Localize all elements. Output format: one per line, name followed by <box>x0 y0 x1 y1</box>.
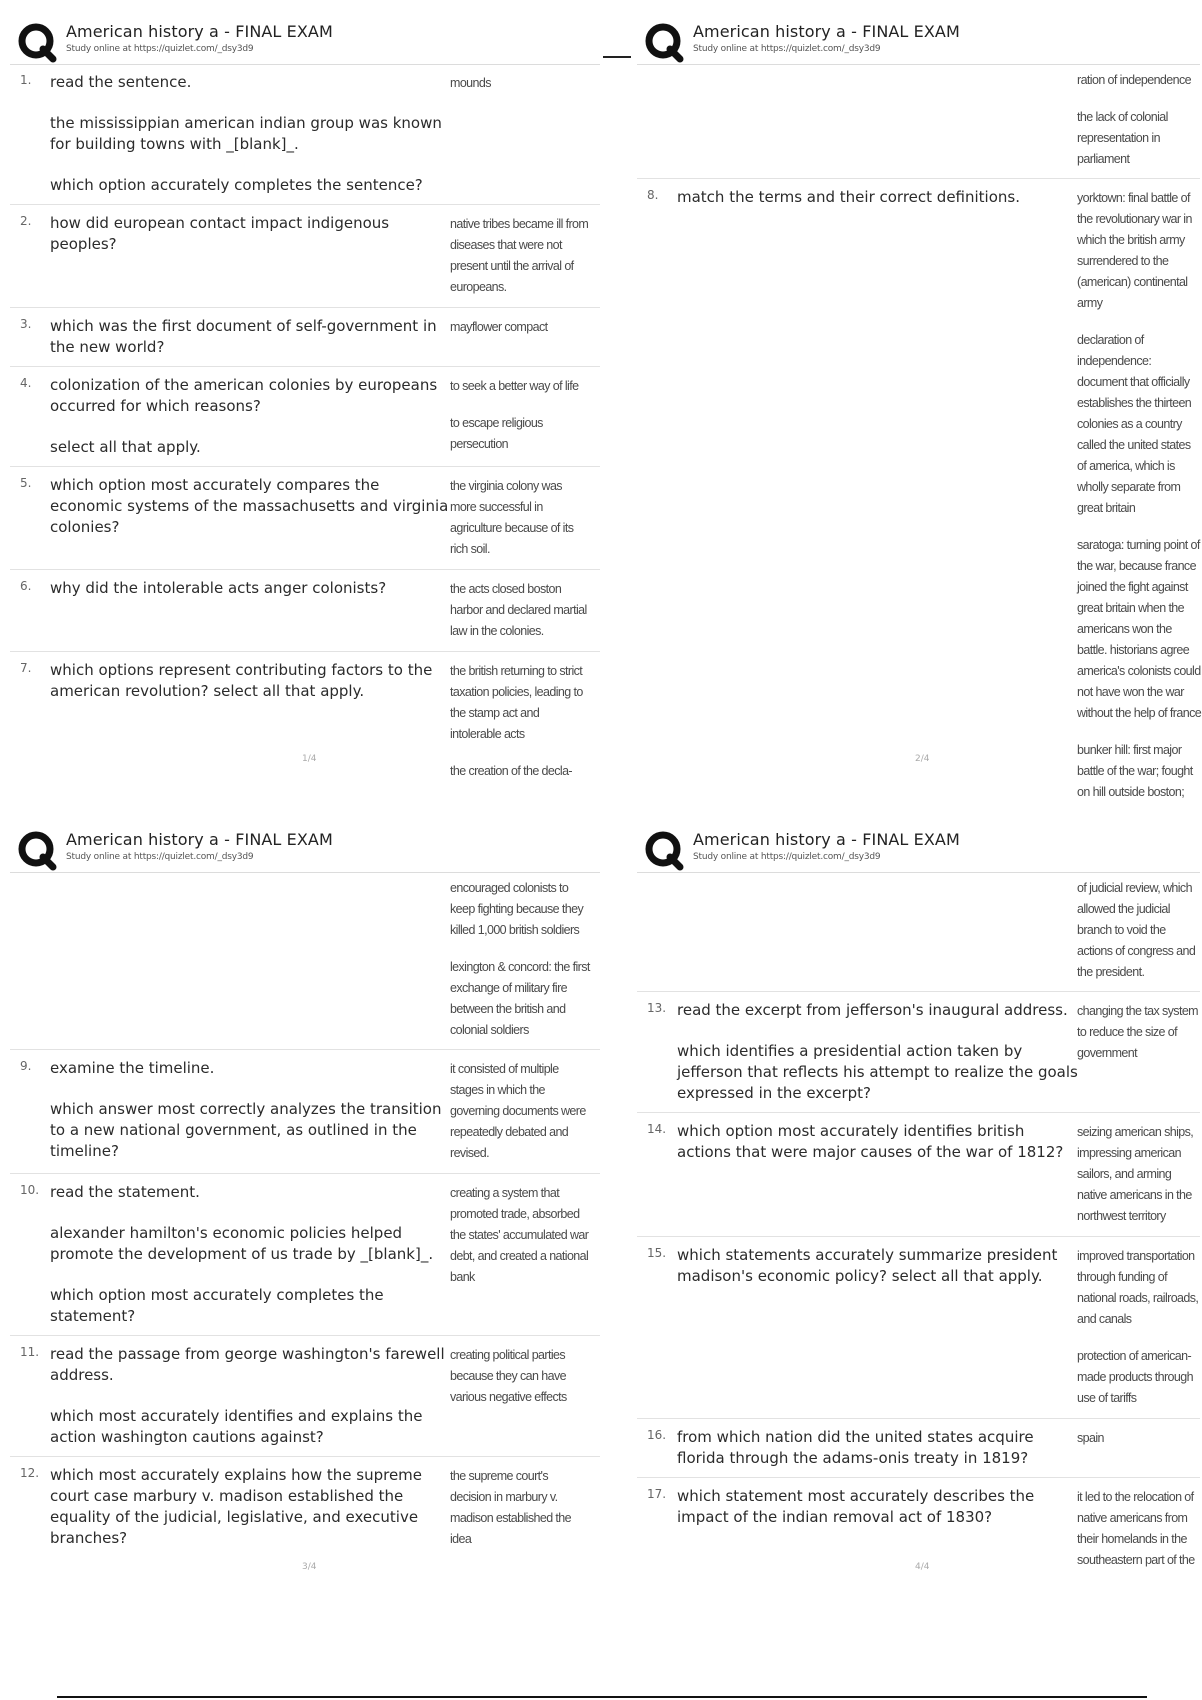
quizlet-logo-icon <box>17 830 57 870</box>
question-list <box>637 64 1200 812</box>
continued-answer <box>637 872 1200 992</box>
question-row <box>10 308 600 367</box>
answer-column <box>1077 1122 1202 1227</box>
page-2 <box>637 12 1202 799</box>
bottom-rule <box>57 1696 1147 1698</box>
page-header <box>637 820 1200 872</box>
question-text <box>677 1419 1082 1477</box>
answer-text: the creation of the decla- <box>450 764 572 778</box>
question-row <box>10 205 600 308</box>
question-row <box>637 1113 1200 1237</box>
question-text <box>50 1050 455 1170</box>
question-row <box>10 1174 600 1336</box>
page-number: 4/4 <box>915 1562 930 1572</box>
answer-column <box>450 1183 590 1288</box>
question-line: which statements accurately summarize president madison's economic policy? select all that apply. <box>677 1246 1058 1285</box>
answer-column <box>450 1466 590 1550</box>
answer-column <box>1077 878 1202 997</box>
question-line: how did european contact impact indigenous peoples? <box>50 214 390 253</box>
question-line: examine the timeline. <box>50 1059 215 1077</box>
answer-text: protection of american-made products through use of tariffs <box>1077 1349 1193 1405</box>
answer-text: creating a system that promoted trade, absorbed the states' accumulated war debt, and created a national bank <box>450 1186 589 1284</box>
answer-text: changing the tax system to reduce the size of government <box>1077 1004 1198 1060</box>
answer-column <box>450 579 590 642</box>
question-line: alexander hamilton's economic policies helped promote the development of us trade by _[blank]_. <box>50 1224 434 1263</box>
study-link[interactable]: Study online at https://quizlet.com/_dsy3d9 <box>66 852 254 862</box>
answer-column <box>1077 1428 1202 1449</box>
answer-column <box>1077 70 1202 184</box>
answer-column <box>450 1345 590 1408</box>
question-line: from which nation did the united states acquire florida through the adams-onis treaty in 1819? <box>677 1428 1034 1467</box>
question-number: 8. <box>647 188 659 202</box>
answer-text: saratoga: turning point of the war, because france joined the fight against great britain when the americans won the battle. historians agree america's colonists could not have won the war without the help of france <box>1077 538 1202 720</box>
question-line: which option most accurately identifies british actions that were major causes of the war of 1812? <box>677 1122 1064 1161</box>
exam-title: American history a - FINAL EXAM <box>693 22 960 41</box>
answer-column <box>1077 1001 1202 1064</box>
question-number: 3. <box>20 317 32 331</box>
answer-text: seizing american ships, impressing american sailors, and arming native americans in the northwest territory <box>1077 1125 1194 1223</box>
answer-text: encouraged colonists to keep fighting because they killed 1,000 british soldiers <box>450 881 584 937</box>
question-row <box>637 992 1200 1113</box>
page-number: 1/4 <box>302 754 317 764</box>
study-link[interactable]: Study online at https://quizlet.com/_dsy3d9 <box>693 44 881 54</box>
question-row <box>637 1237 1200 1419</box>
question-text <box>50 1336 455 1456</box>
answer-text: the virginia colony was more successful in agriculture because of its rich soil. <box>450 479 574 556</box>
exam-title: American history a - FINAL EXAM <box>66 22 333 41</box>
question-line: read the passage from george washington's farewell address. <box>50 1345 445 1384</box>
answer-column <box>450 661 590 782</box>
answer-text: ration of independence <box>1077 73 1191 87</box>
question-line: which options represent contributing factors to the american revolution? select all that apply. <box>50 661 433 700</box>
page-number: 3/4 <box>302 1562 317 1572</box>
question-line: colonization of the american colonies by europeans occurred for which reasons? <box>50 376 438 415</box>
answer-column <box>450 317 590 338</box>
question-line: which option accurately completes the sentence? <box>50 176 423 194</box>
question-line: which option most accurately compares the economic systems of the massachusetts and virginia colonies? <box>50 476 449 536</box>
question-line: which answer most correctly analyzes the transition to a new national government, as outlined in the timeline? <box>50 1100 442 1160</box>
answer-column <box>1077 1487 1202 1571</box>
question-list <box>10 872 600 1559</box>
question-row <box>637 179 1200 812</box>
answer-text: yorktown: final battle of the revolutionary war in which the british army surrendered to the (american) continental army <box>1077 191 1192 310</box>
page-1 <box>10 12 600 782</box>
question-number: 17. <box>647 1487 667 1501</box>
answer-text: spain <box>1077 1431 1104 1445</box>
question-line: match the terms and their correct definitions. <box>677 188 1020 206</box>
answer-text: bunker hill: first major battle of the war; fought on hill outside boston; <box>1077 743 1193 799</box>
answer-text: to seek a better way of life <box>450 379 579 393</box>
question-line: read the excerpt from jefferson's inaugural address. <box>677 1001 1068 1019</box>
question-text <box>677 992 1082 1112</box>
question-text <box>50 570 455 607</box>
question-row <box>10 367 600 467</box>
question-line: read the statement. <box>50 1183 200 1201</box>
question-row <box>10 467 600 570</box>
question-text <box>50 367 455 466</box>
answer-column <box>450 476 590 560</box>
answer-text: native tribes became ill from diseases that were not present until the arrival of europeans. <box>450 217 589 294</box>
question-number: 7. <box>20 661 32 675</box>
question-row <box>10 1050 600 1174</box>
question-text <box>677 1113 1082 1171</box>
page-4 <box>637 820 1200 1590</box>
answer-text: the british returning to strict taxation policies, leading to the stamp act and intolerable acts <box>450 664 583 741</box>
page-separator <box>603 56 631 58</box>
question-line: which statement most accurately describes the impact of the indian removal act of 1830? <box>677 1487 1035 1526</box>
answer-text: declaration of independence: document that officially establishes the thirteen colonies as a country called the united states of america, which is wholly separate from great britain <box>1077 333 1192 515</box>
answer-text: creating political parties because they can have various negative effects <box>450 1348 567 1404</box>
question-line: which was the first document of self-government in the new world? <box>50 317 437 356</box>
quizlet-logo-icon <box>644 22 684 62</box>
answer-text: of judicial review, which allowed the judicial branch to void the actions of congress and the president. <box>1077 881 1196 979</box>
question-line: which identifies a presidential action taken by jefferson that reflects his attempt to realize the goals expressed in the excerpt? <box>677 1042 1078 1102</box>
answer-text: the supreme court's decision in marbury v. madison established the idea <box>450 1469 572 1546</box>
page-header <box>637 12 1200 64</box>
answer-text: mounds <box>450 76 491 90</box>
question-text <box>50 64 455 204</box>
page-3 <box>10 820 600 1590</box>
question-list <box>637 872 1200 1580</box>
question-line: read the sentence. <box>50 73 192 91</box>
answer-column <box>450 376 590 455</box>
question-row <box>10 64 600 205</box>
answer-column <box>1077 1246 1202 1409</box>
answer-column <box>450 214 590 298</box>
question-number: 14. <box>647 1122 667 1136</box>
answer-text: lexington & concord: the first exchange of military fire between the british and colonial soldiers <box>450 960 590 1037</box>
study-link[interactable]: Study online at https://quizlet.com/_dsy3d9 <box>693 852 881 862</box>
question-number: 4. <box>20 376 32 390</box>
question-text <box>50 467 455 546</box>
answer-text: mayflower compact <box>450 320 548 334</box>
question-line: which most accurately identifies and explains the action washington cautions against? <box>50 1407 423 1446</box>
continued-answer <box>637 64 1200 179</box>
question-line: why did the intolerable acts anger colonists? <box>50 579 387 597</box>
question-line: the mississippian american indian group was known for building towns with _[blank]_. <box>50 114 442 153</box>
study-link[interactable]: Study online at https://quizlet.com/_dsy3d9 <box>66 44 254 54</box>
question-text <box>677 1237 1082 1295</box>
page-number: 2/4 <box>915 754 930 764</box>
question-number: 10. <box>20 1183 40 1197</box>
answer-text: to escape religious persecution <box>450 416 543 451</box>
question-number: 6. <box>20 579 32 593</box>
question-row <box>10 570 600 652</box>
question-line: which option most accurately completes the statement? <box>50 1286 384 1325</box>
question-row <box>10 1457 600 1559</box>
answer-text: improved transportation through funding of national roads, railroads, and canals <box>1077 1249 1199 1326</box>
quizlet-logo-icon <box>644 830 684 870</box>
quizlet-logo-icon <box>17 22 57 62</box>
question-row <box>10 1336 600 1457</box>
exam-title: American history a - FINAL EXAM <box>693 830 960 849</box>
question-row <box>10 652 600 791</box>
question-number: 1. <box>20 73 32 87</box>
question-text <box>50 308 455 366</box>
question-text <box>50 652 455 710</box>
question-number: 9. <box>20 1059 32 1073</box>
answer-text: the lack of colonial representation in parliament <box>1077 110 1168 166</box>
question-line: which most accurately explains how the supreme court case marbury v. madison established the equality of the judicial, legislative, and executive branches? <box>50 1466 423 1547</box>
question-number: 11. <box>20 1345 40 1359</box>
answer-column <box>450 1059 590 1164</box>
question-text <box>50 205 455 263</box>
answer-column <box>450 878 590 1055</box>
answer-column <box>1077 188 1202 803</box>
question-number: 5. <box>20 476 32 490</box>
answer-text: the acts closed boston harbor and declared martial law in the colonies. <box>450 582 587 638</box>
answer-text: it consisted of multiple stages in which the governing documents were repeatedly debated and revised. <box>450 1062 586 1160</box>
question-line: select all that apply. <box>50 438 201 456</box>
question-text <box>50 1174 455 1335</box>
question-text <box>50 1457 455 1557</box>
question-number: 15. <box>647 1246 667 1260</box>
continued-answer <box>10 872 600 1050</box>
exam-title: American history a - FINAL EXAM <box>66 830 333 849</box>
question-number: 13. <box>647 1001 667 1015</box>
page-header <box>10 12 600 64</box>
question-number: 16. <box>647 1428 667 1442</box>
question-text <box>677 1478 1082 1536</box>
question-list <box>10 64 600 791</box>
page-header <box>10 820 600 872</box>
question-row <box>637 1419 1200 1478</box>
question-number: 12. <box>20 1466 40 1480</box>
question-number: 2. <box>20 214 32 228</box>
answer-column <box>450 73 590 94</box>
answer-text: it led to the relocation of native americans from their homelands in the southeastern part of the <box>1077 1490 1195 1567</box>
question-text <box>677 179 1082 216</box>
